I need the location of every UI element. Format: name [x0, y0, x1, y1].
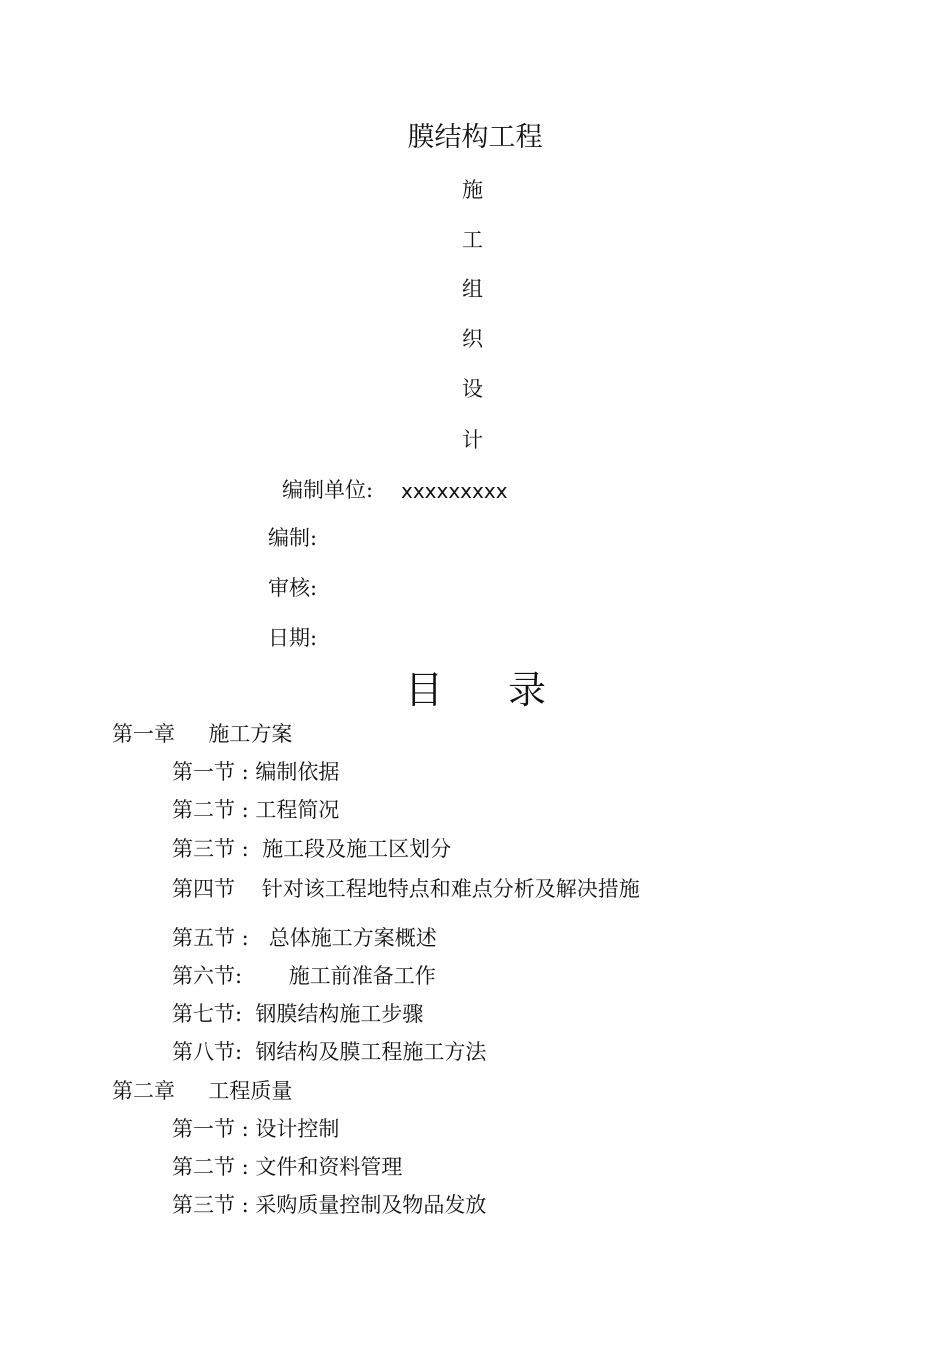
toc-section: 第五节 : 总体施工方案概述	[172, 926, 437, 950]
toc-section: 第四节 针对该工程地特点和难点分析及解决措施	[172, 877, 640, 901]
reviewer-label: 审核:	[268, 576, 318, 600]
toc-section: 第一节 : 设计控制	[172, 1117, 340, 1141]
compiling-unit-value: xxxxxxxxx	[401, 479, 508, 503]
compiling-unit-label: 编制单位:	[282, 478, 374, 502]
vertical-title-char: 设	[462, 377, 483, 401]
toc-section: 第二节 : 文件和资料管理	[172, 1155, 403, 1179]
toc-section: 第三节 : 采购质量控制及物品发放	[172, 1193, 487, 1217]
toc-section: 第六节: 施工前准备工作	[172, 964, 436, 988]
toc-section: 第三节 : 施工段及施工区划分	[172, 837, 452, 861]
vertical-title-char: 施	[462, 178, 483, 202]
vertical-title-char: 工	[462, 228, 483, 252]
compiler-label: 编制:	[268, 526, 318, 550]
date-label: 日期:	[268, 626, 318, 650]
document-title: 膜结构工程	[407, 122, 543, 153]
vertical-title-char: 组	[462, 277, 483, 301]
toc-section: 第八节: 钢结构及膜工程施工方法	[172, 1040, 487, 1064]
toc-section: 第一节 : 编制依据	[172, 760, 340, 784]
toc-heading-char: 录	[508, 668, 547, 712]
toc-section: 第二节 : 工程简况	[172, 798, 340, 822]
toc-heading-char: 目	[405, 668, 444, 712]
toc-chapter: 第一章 施工方案	[112, 722, 293, 746]
vertical-title-char: 织	[462, 327, 483, 351]
toc-chapter: 第二章 工程质量	[112, 1079, 293, 1103]
vertical-title-char: 计	[462, 428, 483, 452]
toc-section: 第七节: 钢膜结构施工步骤	[172, 1002, 424, 1026]
